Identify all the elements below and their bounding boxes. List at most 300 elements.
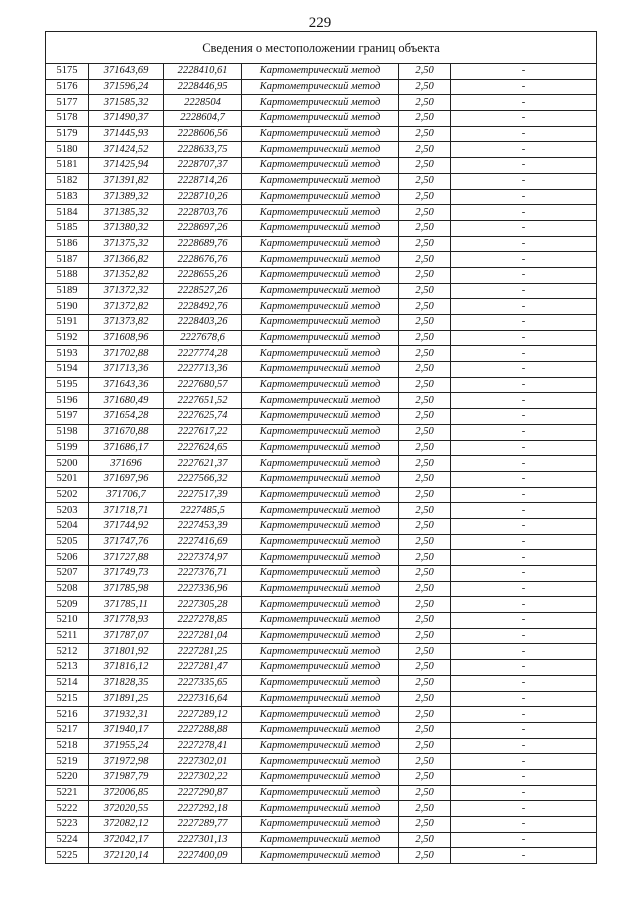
x-coordinate-cell: 371380,32 (89, 220, 164, 236)
method-cell: Картометрический метод (242, 581, 399, 597)
point-number-cell: 5196 (46, 393, 89, 409)
y-coordinate-cell: 2227301,13 (164, 832, 242, 848)
x-coordinate-cell: 371702,88 (89, 346, 164, 362)
description-cell: - (451, 801, 597, 817)
description-cell: - (451, 330, 597, 346)
y-coordinate-cell: 2228676,76 (164, 252, 242, 268)
method-cell: Картометрический метод (242, 628, 399, 644)
table-row (46, 299, 597, 315)
method-cell: Картометрический метод (242, 126, 399, 142)
point-number-cell: 5207 (46, 566, 89, 582)
method-cell: Картометрический метод (242, 440, 399, 456)
y-coordinate-cell: 2227305,28 (164, 597, 242, 613)
x-coordinate-cell: 371932,31 (89, 707, 164, 723)
description-cell: - (451, 95, 597, 111)
method-cell: Картометрический метод (242, 409, 399, 425)
accuracy-cell: 2,50 (399, 534, 451, 550)
x-coordinate-cell: 371643,36 (89, 377, 164, 393)
y-coordinate-cell: 2227302,01 (164, 754, 242, 770)
description-cell: - (451, 377, 597, 393)
y-coordinate-cell: 2228707,37 (164, 158, 242, 174)
table-title: Сведения о местоположении границ объекта (46, 32, 597, 64)
y-coordinate-cell: 2227281,25 (164, 644, 242, 660)
x-coordinate-cell: 371972,98 (89, 754, 164, 770)
accuracy-cell: 2,50 (399, 440, 451, 456)
accuracy-cell: 2,50 (399, 236, 451, 252)
table-row (46, 801, 597, 817)
method-cell: Картометрический метод (242, 722, 399, 738)
method-cell: Картометрический метод (242, 330, 399, 346)
method-cell: Картометрический метод (242, 754, 399, 770)
method-cell: Картометрический метод (242, 566, 399, 582)
method-cell: Картометрический метод (242, 252, 399, 268)
x-coordinate-cell: 371608,96 (89, 330, 164, 346)
method-cell: Картометрический метод (242, 95, 399, 111)
x-coordinate-cell: 371747,76 (89, 534, 164, 550)
description-cell: - (451, 362, 597, 378)
accuracy-cell: 2,50 (399, 299, 451, 315)
x-coordinate-cell: 371373,82 (89, 315, 164, 331)
description-cell: - (451, 236, 597, 252)
point-number-cell: 5191 (46, 315, 89, 331)
point-number-cell: 5178 (46, 111, 89, 127)
method-cell: Картометрический метод (242, 173, 399, 189)
x-coordinate-cell: 372120,14 (89, 848, 164, 864)
table-row (46, 487, 597, 503)
method-cell: Картометрический метод (242, 534, 399, 550)
method-cell: Картометрический метод (242, 832, 399, 848)
point-number-cell: 5182 (46, 173, 89, 189)
accuracy-cell: 2,50 (399, 158, 451, 174)
accuracy-cell: 2,50 (399, 550, 451, 566)
method-cell: Картометрический метод (242, 393, 399, 409)
point-number-cell: 5200 (46, 456, 89, 472)
description-cell: - (451, 534, 597, 550)
method-cell: Картометрический метод (242, 377, 399, 393)
x-coordinate-cell: 371718,71 (89, 503, 164, 519)
table-row (46, 393, 597, 409)
y-coordinate-cell: 2228714,26 (164, 173, 242, 189)
accuracy-cell: 2,50 (399, 801, 451, 817)
point-number-cell: 5215 (46, 691, 89, 707)
accuracy-cell: 2,50 (399, 832, 451, 848)
point-number-cell: 5209 (46, 597, 89, 613)
x-coordinate-cell: 371816,12 (89, 660, 164, 676)
x-coordinate-cell: 371828,35 (89, 675, 164, 691)
method-cell: Картометрический метод (242, 769, 399, 785)
table-row (46, 518, 597, 534)
y-coordinate-cell: 2228606,56 (164, 126, 242, 142)
point-number-cell: 5220 (46, 769, 89, 785)
method-cell: Картометрический метод (242, 424, 399, 440)
point-number-cell: 5197 (46, 409, 89, 425)
y-coordinate-cell: 2228655,26 (164, 267, 242, 283)
y-coordinate-cell: 2227651,52 (164, 393, 242, 409)
table-row (46, 362, 597, 378)
method-cell: Картометрический метод (242, 707, 399, 723)
x-coordinate-cell: 372006,85 (89, 785, 164, 801)
point-number-cell: 5204 (46, 518, 89, 534)
y-coordinate-cell: 2227617,22 (164, 424, 242, 440)
y-coordinate-cell: 2228710,26 (164, 189, 242, 205)
description-cell: - (451, 550, 597, 566)
x-coordinate-cell: 371445,93 (89, 126, 164, 142)
accuracy-cell: 2,50 (399, 817, 451, 833)
description-cell: - (451, 126, 597, 142)
method-cell: Картометрический метод (242, 142, 399, 158)
table-row (46, 769, 597, 785)
x-coordinate-cell: 371372,32 (89, 283, 164, 299)
point-number-cell: 5184 (46, 205, 89, 221)
description-cell: - (451, 111, 597, 127)
y-coordinate-cell: 2227335,65 (164, 675, 242, 691)
x-coordinate-cell: 371352,82 (89, 267, 164, 283)
y-coordinate-cell: 2228697,26 (164, 220, 242, 236)
point-number-cell: 5199 (46, 440, 89, 456)
table-row (46, 111, 597, 127)
point-number-cell: 5202 (46, 487, 89, 503)
table-row (46, 644, 597, 660)
method-cell: Картометрический метод (242, 362, 399, 378)
accuracy-cell: 2,50 (399, 315, 451, 331)
accuracy-cell: 2,50 (399, 362, 451, 378)
point-number-cell: 5218 (46, 738, 89, 754)
accuracy-cell: 2,50 (399, 644, 451, 660)
y-coordinate-cell: 2227281,47 (164, 660, 242, 676)
accuracy-cell: 2,50 (399, 393, 451, 409)
table-row (46, 267, 597, 283)
method-cell: Картометрический метод (242, 550, 399, 566)
description-cell: - (451, 722, 597, 738)
x-coordinate-cell: 371891,25 (89, 691, 164, 707)
table-row (46, 95, 597, 111)
y-coordinate-cell: 2227278,85 (164, 613, 242, 629)
accuracy-cell: 2,50 (399, 691, 451, 707)
point-number-cell: 5201 (46, 471, 89, 487)
accuracy-cell: 2,50 (399, 738, 451, 754)
point-number-cell: 5180 (46, 142, 89, 158)
y-coordinate-cell: 2228604,7 (164, 111, 242, 127)
description-cell: - (451, 393, 597, 409)
table-row (46, 346, 597, 362)
y-coordinate-cell: 2227336,96 (164, 581, 242, 597)
method-cell: Картометрический метод (242, 283, 399, 299)
y-coordinate-cell: 2228689,76 (164, 236, 242, 252)
x-coordinate-cell: 371424,52 (89, 142, 164, 158)
table-row (46, 377, 597, 393)
description-cell: - (451, 79, 597, 95)
method-cell: Картометрический метод (242, 801, 399, 817)
method-cell: Картометрический метод (242, 487, 399, 503)
table-row (46, 503, 597, 519)
table-row (46, 456, 597, 472)
y-coordinate-cell: 2227517,39 (164, 487, 242, 503)
method-cell: Картометрический метод (242, 267, 399, 283)
description-cell: - (451, 754, 597, 770)
description-cell: - (451, 660, 597, 676)
method-cell: Картометрический метод (242, 597, 399, 613)
y-coordinate-cell: 2227278,41 (164, 738, 242, 754)
accuracy-cell: 2,50 (399, 722, 451, 738)
y-coordinate-cell: 2227621,37 (164, 456, 242, 472)
x-coordinate-cell: 371744,92 (89, 518, 164, 534)
description-cell: - (451, 785, 597, 801)
accuracy-cell: 2,50 (399, 769, 451, 785)
y-coordinate-cell: 2227680,57 (164, 377, 242, 393)
point-number-cell: 5212 (46, 644, 89, 660)
method-cell: Картометрический метод (242, 471, 399, 487)
x-coordinate-cell: 371680,49 (89, 393, 164, 409)
description-cell: - (451, 644, 597, 660)
point-number-cell: 5193 (46, 346, 89, 362)
accuracy-cell: 2,50 (399, 252, 451, 268)
y-coordinate-cell: 2227289,77 (164, 817, 242, 833)
point-number-cell: 5183 (46, 189, 89, 205)
table-row (46, 628, 597, 644)
y-coordinate-cell: 2228703,76 (164, 205, 242, 221)
accuracy-cell: 2,50 (399, 707, 451, 723)
table-title-row (46, 32, 597, 64)
y-coordinate-cell: 2227289,12 (164, 707, 242, 723)
table-row (46, 832, 597, 848)
point-number-cell: 5216 (46, 707, 89, 723)
point-number-cell: 5198 (46, 424, 89, 440)
description-cell: - (451, 518, 597, 534)
point-number-cell: 5181 (46, 158, 89, 174)
y-coordinate-cell: 2227678,6 (164, 330, 242, 346)
method-cell: Картометрический метод (242, 503, 399, 519)
table-row (46, 424, 597, 440)
accuracy-cell: 2,50 (399, 330, 451, 346)
accuracy-cell: 2,50 (399, 220, 451, 236)
method-cell: Картометрический метод (242, 691, 399, 707)
point-number-cell: 5203 (46, 503, 89, 519)
point-number-cell: 5179 (46, 126, 89, 142)
x-coordinate-cell: 371375,32 (89, 236, 164, 252)
table-row (46, 581, 597, 597)
table-row (46, 189, 597, 205)
accuracy-cell: 2,50 (399, 79, 451, 95)
x-coordinate-cell: 371385,32 (89, 205, 164, 221)
x-coordinate-cell: 371654,28 (89, 409, 164, 425)
accuracy-cell: 2,50 (399, 173, 451, 189)
x-coordinate-cell: 371749,73 (89, 566, 164, 582)
point-number-cell: 5225 (46, 848, 89, 864)
point-number-cell: 5219 (46, 754, 89, 770)
point-number-cell: 5189 (46, 283, 89, 299)
description-cell: - (451, 220, 597, 236)
description-cell: - (451, 628, 597, 644)
table-row (46, 471, 597, 487)
y-coordinate-cell: 2227566,32 (164, 471, 242, 487)
x-coordinate-cell: 371697,96 (89, 471, 164, 487)
table-row (46, 409, 597, 425)
point-number-cell: 5175 (46, 64, 89, 80)
method-cell: Картометрический метод (242, 299, 399, 315)
point-number-cell: 5217 (46, 722, 89, 738)
method-cell: Картометрический метод (242, 111, 399, 127)
method-cell: Картометрический метод (242, 848, 399, 864)
x-coordinate-cell: 371389,32 (89, 189, 164, 205)
x-coordinate-cell: 371372,82 (89, 299, 164, 315)
accuracy-cell: 2,50 (399, 471, 451, 487)
table-row (46, 158, 597, 174)
description-cell: - (451, 503, 597, 519)
table-row (46, 173, 597, 189)
point-number-cell: 5224 (46, 832, 89, 848)
description-cell: - (451, 64, 597, 80)
table-row (46, 566, 597, 582)
accuracy-cell: 2,50 (399, 111, 451, 127)
y-coordinate-cell: 2227400,09 (164, 848, 242, 864)
x-coordinate-cell: 371940,17 (89, 722, 164, 738)
accuracy-cell: 2,50 (399, 487, 451, 503)
table-row (46, 330, 597, 346)
accuracy-cell: 2,50 (399, 205, 451, 221)
accuracy-cell: 2,50 (399, 424, 451, 440)
table-row (46, 848, 597, 864)
accuracy-cell: 2,50 (399, 346, 451, 362)
y-coordinate-cell: 2227416,69 (164, 534, 242, 550)
description-cell: - (451, 456, 597, 472)
accuracy-cell: 2,50 (399, 566, 451, 582)
accuracy-cell: 2,50 (399, 64, 451, 80)
method-cell: Картометрический метод (242, 158, 399, 174)
y-coordinate-cell: 2227292,18 (164, 801, 242, 817)
x-coordinate-cell: 371585,32 (89, 95, 164, 111)
method-cell: Картометрический метод (242, 315, 399, 331)
point-number-cell: 5186 (46, 236, 89, 252)
table-row (46, 534, 597, 550)
y-coordinate-cell: 2228633,75 (164, 142, 242, 158)
point-number-cell: 5222 (46, 801, 89, 817)
accuracy-cell: 2,50 (399, 660, 451, 676)
description-cell: - (451, 581, 597, 597)
table-row (46, 613, 597, 629)
accuracy-cell: 2,50 (399, 581, 451, 597)
point-number-cell: 5176 (46, 79, 89, 95)
point-number-cell: 5185 (46, 220, 89, 236)
table-row (46, 597, 597, 613)
table-row (46, 785, 597, 801)
table-row (46, 707, 597, 723)
description-cell: - (451, 597, 597, 613)
x-coordinate-cell: 372020,55 (89, 801, 164, 817)
method-cell: Картометрический метод (242, 64, 399, 80)
table-row (46, 220, 597, 236)
table-row (46, 722, 597, 738)
x-coordinate-cell: 371425,94 (89, 158, 164, 174)
description-cell: - (451, 189, 597, 205)
accuracy-cell: 2,50 (399, 848, 451, 864)
point-number-cell: 5213 (46, 660, 89, 676)
description-cell: - (451, 691, 597, 707)
method-cell: Картометрический метод (242, 236, 399, 252)
x-coordinate-cell: 371787,07 (89, 628, 164, 644)
x-coordinate-cell: 371686,17 (89, 440, 164, 456)
point-number-cell: 5190 (46, 299, 89, 315)
y-coordinate-cell: 2227774,28 (164, 346, 242, 362)
method-cell: Картометрический метод (242, 738, 399, 754)
y-coordinate-cell: 2228492,76 (164, 299, 242, 315)
y-coordinate-cell: 2227281,04 (164, 628, 242, 644)
description-cell: - (451, 283, 597, 299)
description-cell: - (451, 158, 597, 174)
accuracy-cell: 2,50 (399, 597, 451, 613)
method-cell: Картометрический метод (242, 613, 399, 629)
page-number: 229 (308, 15, 332, 31)
table-row (46, 283, 597, 299)
table-row (46, 660, 597, 676)
table-row (46, 142, 597, 158)
description-cell: - (451, 675, 597, 691)
y-coordinate-cell: 2227625,74 (164, 409, 242, 425)
y-coordinate-cell: 2227376,71 (164, 566, 242, 582)
point-number-cell: 5177 (46, 95, 89, 111)
point-number-cell: 5206 (46, 550, 89, 566)
description-cell: - (451, 707, 597, 723)
point-number-cell: 5194 (46, 362, 89, 378)
table-row (46, 675, 597, 691)
accuracy-cell: 2,50 (399, 518, 451, 534)
x-coordinate-cell: 372042,17 (89, 832, 164, 848)
method-cell: Картометрический метод (242, 189, 399, 205)
accuracy-cell: 2,50 (399, 377, 451, 393)
y-coordinate-cell: 2227302,22 (164, 769, 242, 785)
description-cell: - (451, 471, 597, 487)
x-coordinate-cell: 371801,92 (89, 644, 164, 660)
y-coordinate-cell: 2227485,5 (164, 503, 242, 519)
accuracy-cell: 2,50 (399, 189, 451, 205)
method-cell: Картометрический метод (242, 456, 399, 472)
accuracy-cell: 2,50 (399, 754, 451, 770)
method-cell: Картометрический метод (242, 205, 399, 221)
x-coordinate-cell: 371955,24 (89, 738, 164, 754)
method-cell: Картометрический метод (242, 518, 399, 534)
description-cell: - (451, 832, 597, 848)
method-cell: Картометрический метод (242, 785, 399, 801)
method-cell: Картометрический метод (242, 79, 399, 95)
x-coordinate-cell: 371727,88 (89, 550, 164, 566)
description-cell: - (451, 142, 597, 158)
y-coordinate-cell: 2227624,65 (164, 440, 242, 456)
x-coordinate-cell: 371391,82 (89, 173, 164, 189)
point-number-cell: 5211 (46, 628, 89, 644)
method-cell: Картометрический метод (242, 346, 399, 362)
y-coordinate-cell: 2227288,88 (164, 722, 242, 738)
point-number-cell: 5195 (46, 377, 89, 393)
boundary-table (45, 31, 597, 864)
table-row (46, 738, 597, 754)
point-number-cell: 5205 (46, 534, 89, 550)
method-cell: Картометрический метод (242, 675, 399, 691)
y-coordinate-cell: 2227374,97 (164, 550, 242, 566)
x-coordinate-cell: 371366,82 (89, 252, 164, 268)
x-coordinate-cell: 371785,11 (89, 597, 164, 613)
point-number-cell: 5208 (46, 581, 89, 597)
x-coordinate-cell: 371785,98 (89, 581, 164, 597)
table-row (46, 817, 597, 833)
point-number-cell: 5223 (46, 817, 89, 833)
method-cell: Картометрический метод (242, 644, 399, 660)
method-cell: Картометрический метод (242, 660, 399, 676)
accuracy-cell: 2,50 (399, 267, 451, 283)
accuracy-cell: 2,50 (399, 503, 451, 519)
y-coordinate-cell: 2228410,61 (164, 64, 242, 80)
y-coordinate-cell: 2227316,64 (164, 691, 242, 707)
table-row (46, 64, 597, 80)
description-cell: - (451, 346, 597, 362)
